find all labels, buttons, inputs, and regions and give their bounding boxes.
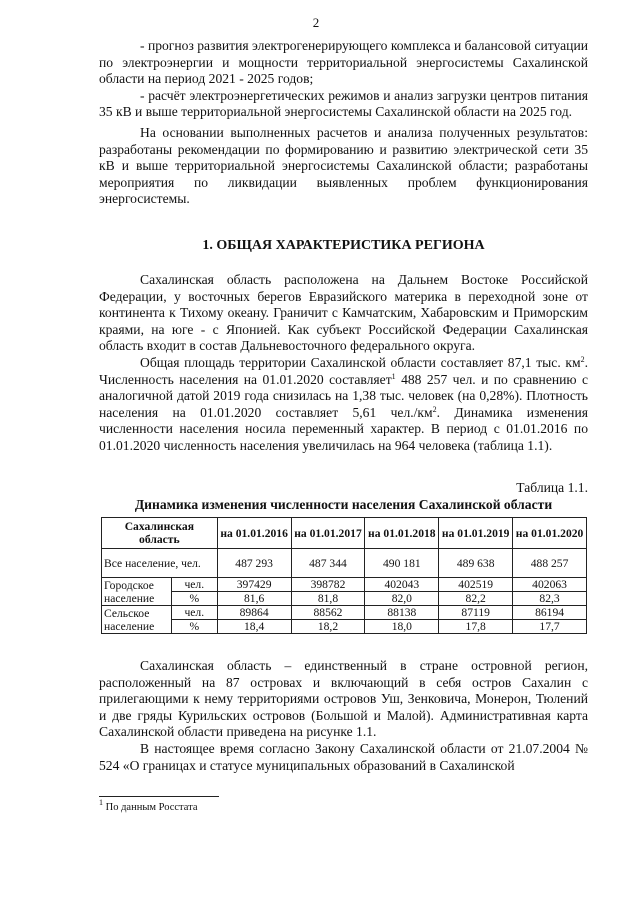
table-cell: 17,8 (439, 620, 513, 634)
footnote-separator (99, 796, 219, 797)
table-title: Динамика изменения численности населения Сахалинской области (134, 496, 553, 512)
header-region: Сахалинская область (102, 518, 218, 549)
footnote (99, 798, 198, 814)
intro-item-forecast: - прогноз развития электрогенерирующего комплекса и балансовой ситуации по электроэнергии и мощности территориальной энергосистемы Сахалинской области на период 2021 - 2025 годов; (99, 38, 588, 87)
table-cell: 82,3 (513, 592, 587, 606)
unit-people: чел. (171, 578, 217, 592)
page-number: 2 (312, 15, 320, 30)
table-cell: 487 344 (291, 549, 365, 578)
paragraph-location: Сахалинская область расположена на Дальнем Востоке Российской Федерации, у восточных берегов Евразийского материка в переходной зоне от континента к Тихому океану. Граничит с Камчатским, Хабаровским и Приморским краями, на юге - с Японией. Как субъект Российской Федерации Сахалинская область входит в состав Дальневосточного федерального округа. (99, 272, 588, 354)
section-title: 1. ОБЩАЯ ХАРАКТЕРИСТИКА РЕГИОНА (202, 238, 485, 253)
table-cell: 402519 (439, 578, 513, 592)
table-row-urban-percent (102, 592, 587, 606)
row-label-total: Все население, чел. (102, 549, 218, 578)
population-table (101, 517, 587, 634)
table-cell: 81,8 (291, 592, 365, 606)
table-cell: 18,0 (365, 620, 439, 634)
table-cell: 398782 (291, 578, 365, 592)
table-cell: 82,0 (365, 592, 439, 606)
area-superscript-2: 2 (432, 404, 437, 414)
table-cell: 88562 (291, 606, 365, 620)
table-cell: 489 638 (439, 549, 513, 578)
table-caption-block (99, 480, 588, 513)
section-heading-block (99, 238, 588, 255)
area-text-2: . Численность населения на 01.01.2020 составляет (99, 354, 588, 387)
header-date: на 01.01.2016 (217, 518, 291, 549)
table-cell: 490 181 (365, 549, 439, 578)
table-row-rural-percent (102, 620, 587, 634)
table-cell: 82,2 (439, 592, 513, 606)
header-date: на 01.01.2017 (291, 518, 365, 549)
table-cell: 18,4 (217, 620, 291, 634)
table-cell: 487 293 (217, 549, 291, 578)
table-row-total (102, 549, 587, 578)
area-text-4: . Динамика изменения численности населения носила переменный характер. В период с 01.01.2016 по 01.01.2020 численность населения увеличилась на 964 человека (таблица 1.1). (99, 404, 588, 453)
paragraph-area (99, 355, 588, 455)
islands-block (99, 658, 588, 774)
table-row-rural-people (102, 606, 587, 620)
table-cell: 89864 (217, 606, 291, 620)
table-cell: 86194 (513, 606, 587, 620)
table-row-urban-people (102, 578, 587, 592)
unit-percent: % (171, 620, 217, 634)
table-caption: Таблица 1.1. (516, 480, 588, 495)
header-date: на 01.01.2018 (365, 518, 439, 549)
area-text-3: 488 257 чел. и по сравнению с аналогичной датой 2019 года снизилась на 1,38 тыс. человек (на 0,28%). Плотность населения на 01.01.2020 составляет 5,61 чел./км (99, 371, 588, 420)
region-description (99, 272, 588, 455)
header-date: на 01.01.2019 (439, 518, 513, 549)
table-cell: 18,2 (291, 620, 365, 634)
unit-people: чел. (171, 606, 217, 620)
table-cell: 402043 (365, 578, 439, 592)
footnote-text: По данным Росстата (103, 802, 198, 813)
table-cell: 88138 (365, 606, 439, 620)
row-label-urban: Городское население (102, 578, 172, 606)
footnote-mark: 1 (99, 798, 103, 807)
table-cell: 397429 (217, 578, 291, 592)
table-cell: 81,6 (217, 592, 291, 606)
intro-block (99, 38, 588, 208)
row-label-rural: Сельское население (102, 606, 172, 634)
table-cell: 488 257 (513, 549, 587, 578)
table-header-row (102, 518, 587, 549)
area-superscript-1: 2 (580, 354, 585, 364)
header-date: на 01.01.2020 (513, 518, 587, 549)
table-cell: 87119 (439, 606, 513, 620)
area-text-1: Общая площадь территории Сахалинской области составляет 87,1 тыс. км (140, 354, 581, 370)
unit-percent: % (171, 592, 217, 606)
paragraph-law: В настоящее время согласно Закону Сахалинской области от 21.07.2004 № 524 «О границах и статусе муниципальных образований в Сахалинской (99, 740, 588, 773)
table-cell: 402063 (513, 578, 587, 592)
footnote-reference: 1 (391, 371, 396, 381)
table-cell: 17,7 (513, 620, 587, 634)
intro-conclusion: На основании выполненных расчетов и анализа полученных результатов: разработаны рекомендации по формированию и развитию электрической сети 35 кВ и выше территориальной энергосистемы Сахалинской области; разработаны мероприятия по ликвидации выявленных проблем функционирования энергосистемы. (99, 124, 588, 207)
paragraph-islands: Сахалинская область – единственный в стране островной регион, расположенный на 87 островах и включающий в себя остров Сахалин с прилегающими к нему территориями островов Уш, Зенковича, Монерон, Тюлений и две гряды Курильских островов (Большой и Малой). Административная карта Сахалинской области приведена на рисунке 1.1. (99, 658, 588, 740)
intro-item-calculation: - расчёт электроэнергетических режимов и анализ загрузки центров питания 35 кВ и выше территориальной энергосистемы Сахалинской области на 2025 год. (99, 87, 588, 120)
